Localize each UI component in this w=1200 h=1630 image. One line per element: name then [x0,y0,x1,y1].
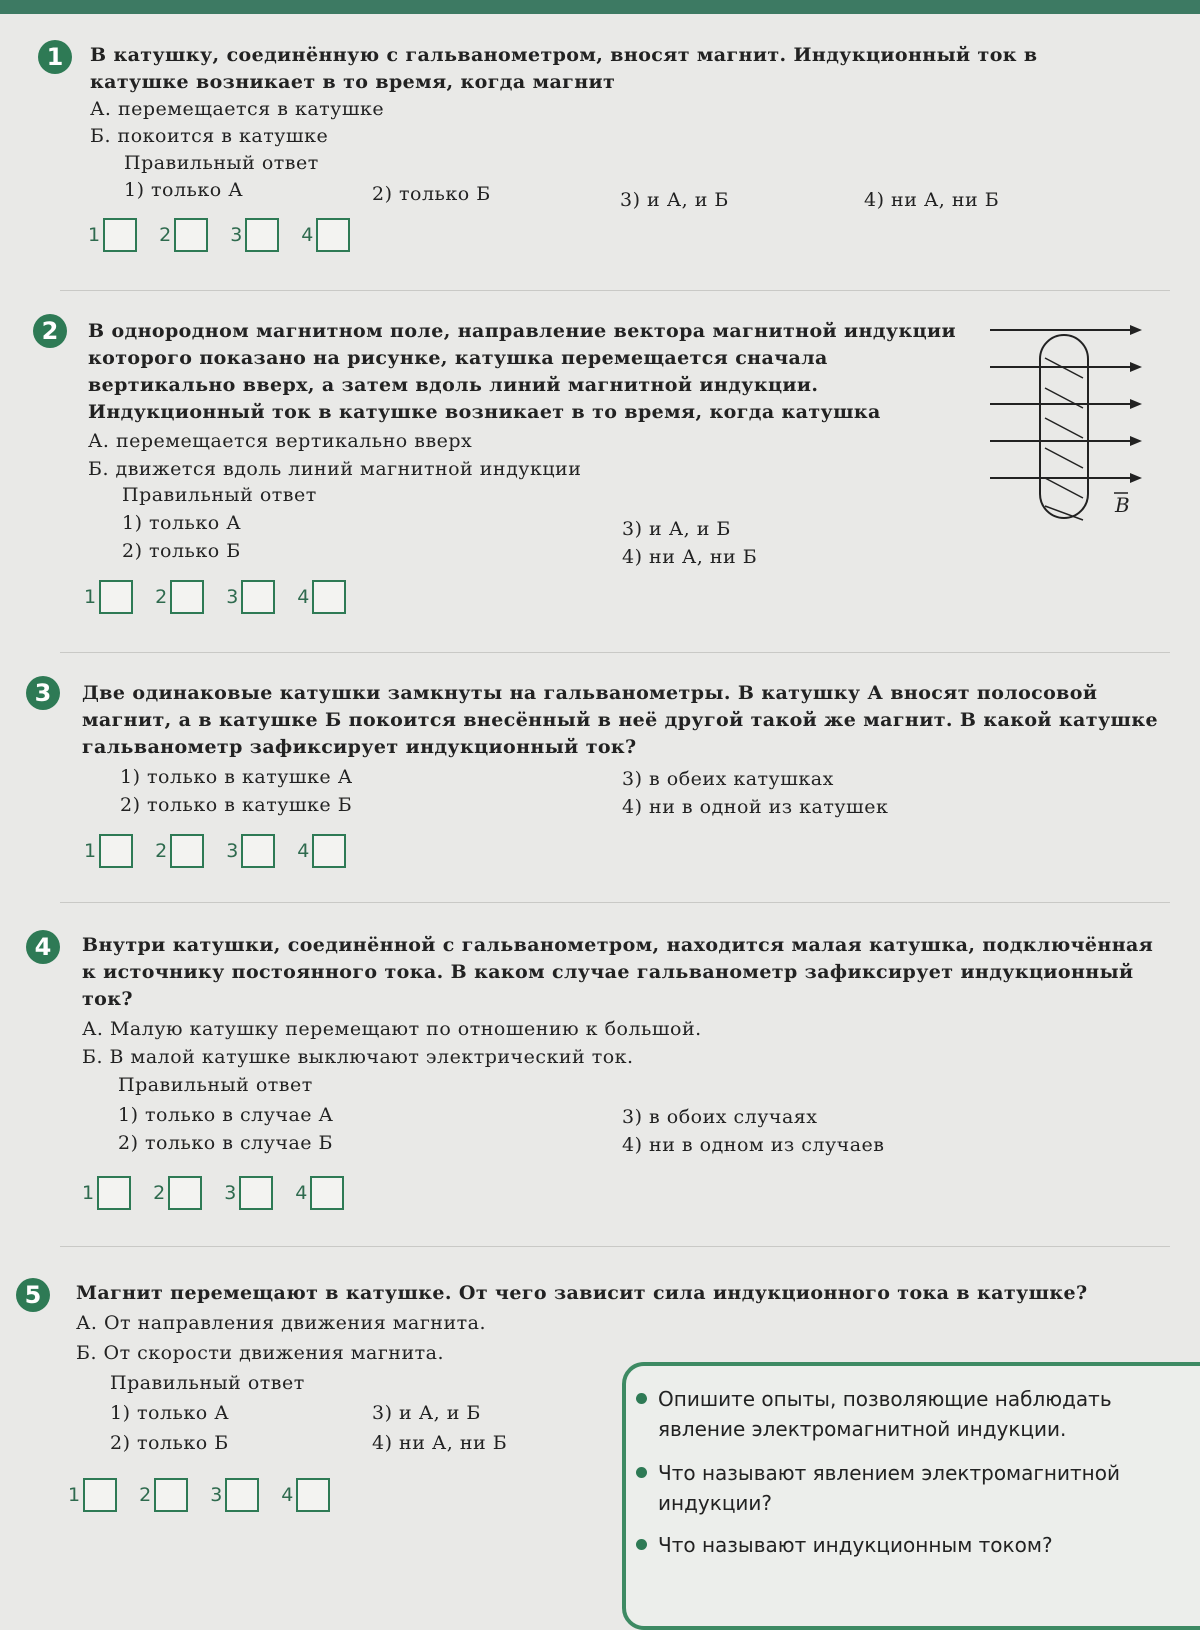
question-1-text: В катушку, соединённую с гальванометром, вносят магнит. Индукционный ток в катушке возникает в то время, когда магнит [90,44,1038,93]
arrow-icon [1130,436,1142,446]
divider [60,652,1170,653]
arrow-icon [1130,325,1142,335]
question-2-text: В однородном магнитном поле, направление вектора магнитной индукции которого показано на рисунке, катушка перемещается сначала вертикально вверх, а затем вдоль линий магнитной индукции. Индукционный ток в катушке возникает в то время, когда катушка [88,320,956,423]
question-4-statement-b: Б. В малой катушке выключают электрический ток. [82,1046,634,1068]
question-3-option-4: 4) ни в одной из катушек [622,796,889,818]
question-1-statement-b: Б. покоится в катушке [90,125,329,147]
question-2-option-2: 2) только Б [122,540,241,562]
answer-box-label: 1 [84,586,97,608]
question-5-option-4: 4) ни А, ни Б [372,1432,508,1454]
question-5-statement-a: А. От направления движения магнита. [76,1312,487,1334]
answer-box-3[interactable] [224,1176,273,1210]
checkbox[interactable] [174,218,208,252]
answer-box-label: 1 [84,840,97,862]
answer-box-2[interactable] [159,218,208,252]
review-questions-box [622,1362,1200,1630]
answer-box-label: 1 [88,224,101,246]
question-2-option-3: 3) и А, и Б [622,518,731,540]
checkbox[interactable] [170,580,204,614]
question-3-option-3: 3) в обеих катушках [622,768,834,790]
answer-box-label: 2 [155,840,168,862]
coil-winding [1045,358,1083,520]
question-2-answer-boxes [84,580,346,614]
answer-box-2[interactable] [155,580,204,614]
checkbox[interactable] [99,834,133,868]
question-5-option-3: 3) и А, и Б [372,1402,481,1424]
checkbox[interactable] [296,1478,330,1512]
answer-box-4[interactable] [297,834,346,868]
question-5-option-1: 1) только А [110,1402,230,1424]
answer-box-label: 3 [226,586,239,608]
question-number-3: 3 [26,676,60,710]
checkbox[interactable] [154,1478,188,1512]
answer-box-3[interactable] [210,1478,259,1512]
question-number-1: 1 [38,40,72,74]
answer-box-label: 1 [82,1182,95,1204]
magnetic-field-figure [985,320,1155,535]
answer-box-label: 1 [68,1484,81,1506]
question-3-option-2: 2) только в катушке Б [120,794,353,816]
question-4-option-1: 1) только в случае А [118,1104,334,1126]
bullet-icon [636,1393,647,1404]
question-5-option-2: 2) только Б [110,1432,229,1454]
answer-box-label: 2 [159,224,172,246]
question-3-text: Две одинаковые катушки замкнуты на гальванометры. В катушку А вносят полосовой магнит, а в катушке Б покоится внесённый в неё другой такой же магнит. В какой катушке гальванометр зафиксирует индукционный ток? [82,682,1158,758]
question-3-option-1: 1) только в катушке А [120,766,353,788]
question-2-option-1: 1) только А [122,512,242,534]
question-4-option-2: 2) только в случае Б [118,1132,334,1154]
answer-box-4[interactable] [281,1478,330,1512]
divider [60,290,1170,291]
checkbox[interactable] [99,580,133,614]
divider [60,902,1170,903]
question-2-statement-a: А. перемещается вертикально вверх [88,430,473,452]
arrow-icon [1130,362,1142,372]
question-1-statement-a: А. перемещается в катушке [90,98,385,120]
answer-box-1[interactable] [82,1176,131,1210]
review-question-text: Что называют явлением электромагнитной индукции? [658,1461,1120,1515]
checkbox[interactable] [168,1176,202,1210]
answer-box-4[interactable] [295,1176,344,1210]
figure-label-b: B [1115,493,1130,517]
answer-box-label: 2 [153,1182,166,1204]
checkbox[interactable] [239,1176,273,1210]
answer-box-1[interactable] [68,1478,117,1512]
question-1-option-4: 4) ни А, ни Б [864,189,1000,211]
answer-box-2[interactable] [155,834,204,868]
answer-box-label: 3 [230,224,243,246]
checkbox[interactable] [316,218,350,252]
arrow-icon [1130,399,1142,409]
answer-box-label: 4 [297,586,310,608]
answer-box-3[interactable] [226,834,275,868]
question-4-text: Внутри катушки, соединённой с гальванометром, находится малая катушка, подключённая к источнику постоянного тока. В каком случае гальванометр зафиксирует индукционный ток? [82,934,1154,1010]
checkbox[interactable] [312,834,346,868]
question-4-option-4: 4) ни в одном из случаев [622,1134,885,1156]
answer-box-label: 4 [301,224,314,246]
checkbox[interactable] [241,580,275,614]
review-question-1 [658,1384,1168,1444]
checkbox[interactable] [83,1478,117,1512]
answer-box-label: 4 [281,1484,294,1506]
question-2-statement-b: Б. движется вдоль линий магнитной индукции [88,458,582,480]
question-1-option-1: 1) только А [124,179,244,201]
question-1-answer-boxes [88,218,350,252]
review-question-text: Что называют индукционным током? [658,1533,1053,1557]
answer-box-1[interactable] [84,580,133,614]
checkbox[interactable] [97,1176,131,1210]
answer-box-4[interactable] [297,580,346,614]
question-2-answer-label: Правильный ответ [122,484,317,506]
checkbox[interactable] [225,1478,259,1512]
answer-box-label: 4 [297,840,310,862]
checkbox[interactable] [103,218,137,252]
question-3-answer-boxes [84,834,346,868]
review-question-text: Опишите опыты, позволяющие наблюдать явление электромагнитной индукции. [658,1387,1112,1441]
checkbox[interactable] [312,580,346,614]
answer-box-label: 3 [224,1182,237,1204]
divider [60,1246,1170,1247]
checkbox[interactable] [245,218,279,252]
bullet-icon [636,1467,647,1478]
question-number-2: 2 [33,314,67,348]
question-number-4: 4 [26,930,60,964]
coil-outline [1040,335,1088,518]
checkbox[interactable] [241,834,275,868]
bullet-icon [636,1539,647,1550]
answer-box-4[interactable] [301,218,350,252]
answer-box-label: 2 [155,586,168,608]
checkbox[interactable] [170,834,204,868]
question-5-text: Магнит перемещают в катушке. От чего зависит сила индукционного тока в катушке? [76,1282,1088,1304]
question-number-5: 5 [16,1278,50,1312]
answer-box-2[interactable] [139,1478,188,1512]
question-1-option-2: 2) только Б [372,183,491,205]
question-4-answer-label: Правильный ответ [118,1074,313,1096]
answer-box-label: 3 [210,1484,223,1506]
review-question-2 [658,1458,1198,1518]
checkbox[interactable] [310,1176,344,1210]
answer-box-label: 4 [295,1182,308,1204]
answer-box-label: 2 [139,1484,152,1506]
answer-box-3[interactable] [226,580,275,614]
question-4-answer-boxes [82,1176,344,1210]
question-4-option-3: 3) в обоих случаях [622,1106,818,1128]
question-5-statement-b: Б. От скорости движения магнита. [76,1342,444,1364]
arrow-icon [1130,473,1142,483]
question-5-answer-label: Правильный ответ [110,1372,305,1394]
top-color-bar [0,0,1200,14]
question-1-answer-label: Правильный ответ [124,152,319,174]
question-1-option-3: 3) и А, и Б [620,189,729,211]
question-2-option-4: 4) ни А, ни Б [622,546,758,568]
question-4-statement-a: А. Малую катушку перемещают по отношению к большой. [82,1018,702,1040]
answer-box-3[interactable] [230,218,279,252]
answer-box-2[interactable] [153,1176,202,1210]
answer-box-1[interactable] [88,218,137,252]
answer-box-1[interactable] [84,834,133,868]
review-question-3 [658,1530,1178,1560]
answer-box-label: 3 [226,840,239,862]
question-5-answer-boxes [68,1478,330,1512]
